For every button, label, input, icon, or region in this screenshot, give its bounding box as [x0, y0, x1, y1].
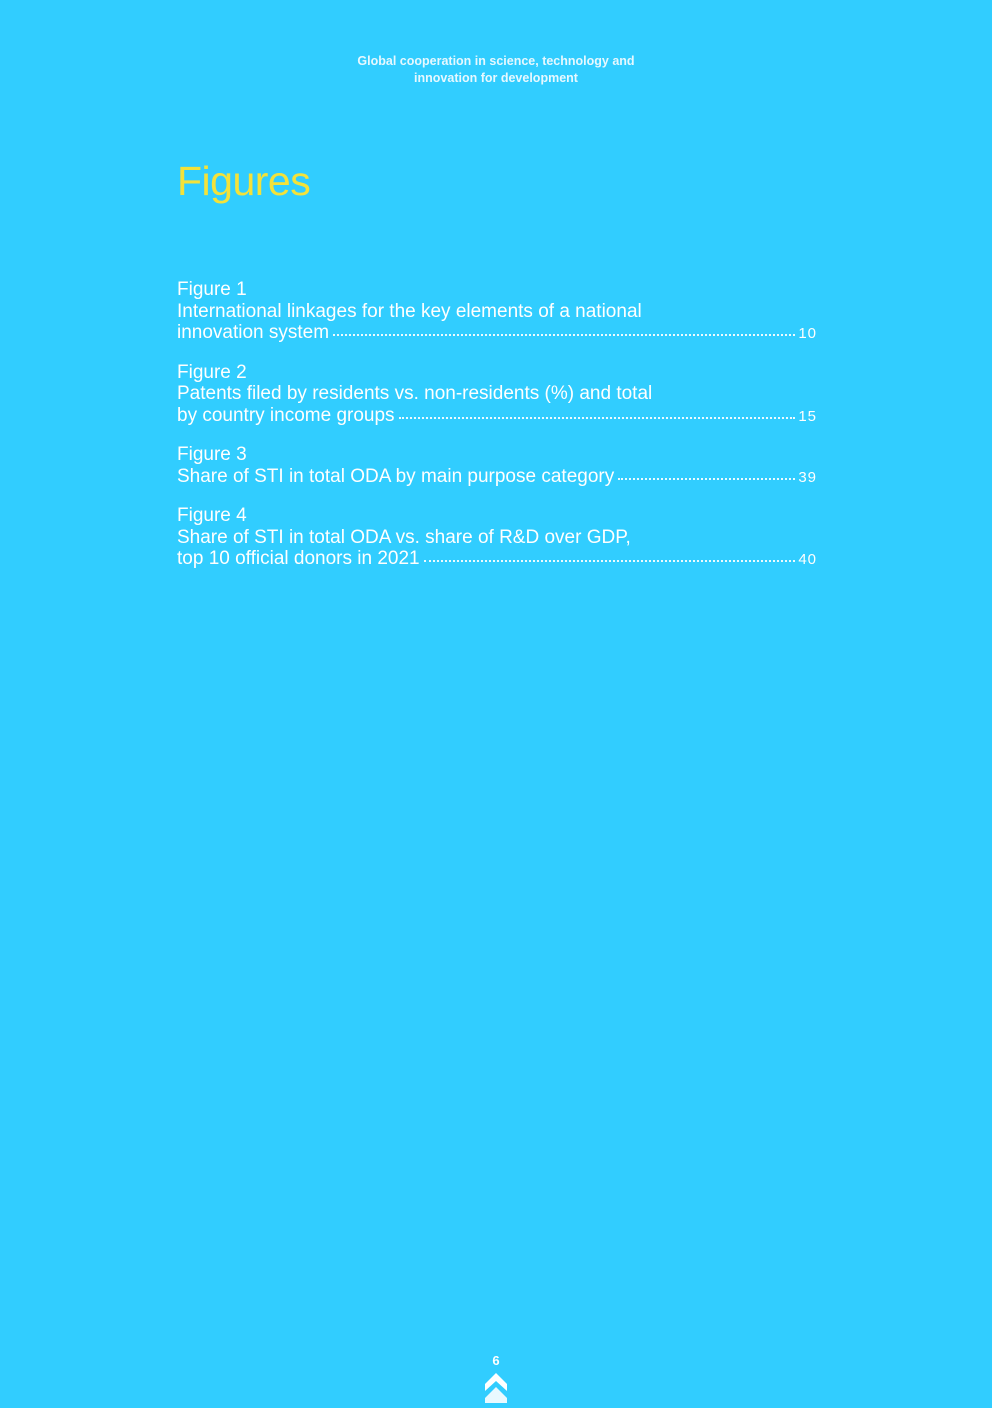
figures-list	[177, 279, 817, 588]
chevron-up-icon[interactable]	[485, 1373, 507, 1403]
figure-title-line: Patents filed by residents vs. non-residents (%) and total	[177, 383, 653, 404]
dot-leader	[399, 417, 796, 419]
figure-title-line: Share of STI in total ODA vs. share of R&D over GDP,	[177, 526, 631, 548]
figure-title-line: innovation system	[177, 322, 330, 343]
dot-leader	[424, 560, 796, 562]
running-header-line-2: innovation for development	[414, 71, 578, 85]
page-number: 6	[492, 1353, 500, 1368]
toc-entry-figure-1[interactable]	[177, 279, 817, 345]
figure-title-line: Share of STI in total ODA by main purpose category	[177, 465, 615, 487]
page-title: Figures	[177, 158, 311, 204]
running-header-line-1: Global cooperation in science, technology and	[357, 54, 635, 68]
figure-label: Figure 1	[177, 279, 247, 300]
figure-title-line: by country income groups	[177, 404, 395, 426]
figure-title-line: top 10 official donors in 2021	[177, 548, 420, 569]
page-reference: 39	[798, 468, 817, 486]
figure-label: Figure 2	[177, 361, 247, 383]
toc-entry-figure-2[interactable]	[177, 362, 817, 428]
figure-label: Figure 4	[177, 505, 247, 526]
toc-entry-figure-4[interactable]	[177, 505, 817, 571]
toc-entry-figure-3[interactable]	[177, 444, 817, 488]
dot-leader	[333, 334, 795, 336]
page-reference: 10	[798, 325, 817, 342]
figure-title-line: International linkages for the key elements of a national	[177, 300, 642, 322]
figure-label: Figure 3	[177, 444, 247, 465]
page-reference: 15	[798, 407, 817, 425]
page-reference: 40	[798, 551, 817, 568]
running-header	[0, 53, 992, 87]
dot-leader	[618, 478, 795, 480]
